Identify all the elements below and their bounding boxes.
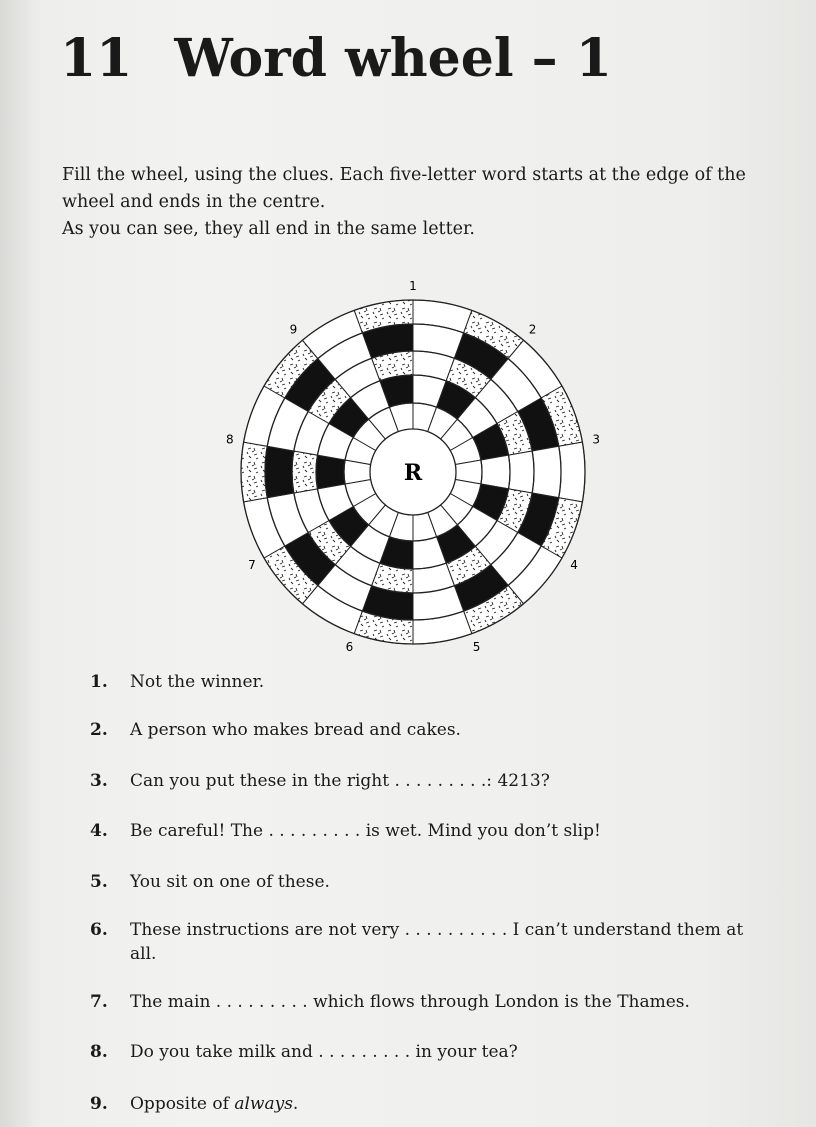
spoke-number-label: 5 <box>472 639 481 654</box>
clue-text: Not the winner. <box>130 672 265 692</box>
clue-number: 4. <box>90 821 108 841</box>
clue-number: 2. <box>90 720 108 740</box>
exercise-number: 11 <box>60 28 133 89</box>
clue-text: Do you take milk and . . . . . . . . . in your tea? <box>130 1042 518 1062</box>
clue-text-emphasis: always <box>234 1094 293 1114</box>
wheel-cell <box>509 451 534 493</box>
wheel-cell <box>559 442 585 502</box>
instruction-line-1: Fill the wheel, using the clues. Each five-letter word starts at the edge of the wheel and ends in the centre. <box>62 165 746 212</box>
instructions <box>62 162 782 243</box>
instruction-line-2: As you can see, they all end in the same letter. <box>62 219 475 239</box>
spoke-number-label: 8 <box>226 432 234 447</box>
spoke-number-label: 7 <box>248 558 256 572</box>
clue-item <box>90 990 750 1014</box>
spoke-number-label: 4 <box>570 558 578 572</box>
clue-item <box>90 718 750 742</box>
wheel-cell <box>316 455 345 489</box>
clue-number: 1. <box>90 672 108 692</box>
clue-item <box>90 1092 750 1116</box>
clue-item <box>90 769 750 793</box>
clue-item <box>90 918 750 966</box>
clue-text-after: . <box>292 1094 299 1114</box>
wheel-center-letter: R <box>403 460 423 486</box>
wheel-cell <box>265 446 294 497</box>
clue-text: Can you put these in the right . . . . . . . . .: 4213? <box>130 771 550 791</box>
clue-item <box>90 1040 750 1064</box>
wheel-cell <box>481 455 510 489</box>
word-wheel <box>226 278 602 654</box>
clue-text: You sit on one of these. <box>130 872 330 892</box>
clue-item <box>90 819 750 843</box>
clue-item <box>90 870 750 894</box>
clue-number: 7. <box>90 992 108 1012</box>
spoke-number-label: 6 <box>345 639 354 654</box>
clue-number: 3. <box>90 771 108 791</box>
clue-text: A person who makes bread and cakes. <box>130 720 461 740</box>
clue-text-before: Opposite of <box>130 1094 235 1114</box>
spoke-number-label: 3 <box>592 432 600 447</box>
clue-text <box>130 1092 750 1116</box>
wheel-cell <box>241 442 267 502</box>
clue-text: The main . . . . . . . . . which flows through London is the Thames. <box>130 992 690 1012</box>
wheel-cell <box>532 446 561 497</box>
wheel-cell <box>292 451 317 493</box>
clue-item <box>90 670 750 694</box>
spoke-number-label: 2 <box>528 322 537 337</box>
exercise-title: Word wheel – 1 <box>174 28 612 89</box>
spoke-number-label: 1 <box>409 279 417 293</box>
clue-number: 8. <box>90 1042 108 1062</box>
clue-number: 9. <box>90 1094 108 1114</box>
page-title <box>60 28 612 89</box>
spoke-number-label: 9 <box>289 322 298 337</box>
clue-number: 6. <box>90 920 108 940</box>
clue-text: Be careful! The . . . . . . . . . is wet. Mind you don’t slip! <box>130 821 601 841</box>
clue-text: These instructions are not very . . . . . . . . . . I can’t understand them at all. <box>130 920 744 964</box>
clue-number: 5. <box>90 872 108 892</box>
